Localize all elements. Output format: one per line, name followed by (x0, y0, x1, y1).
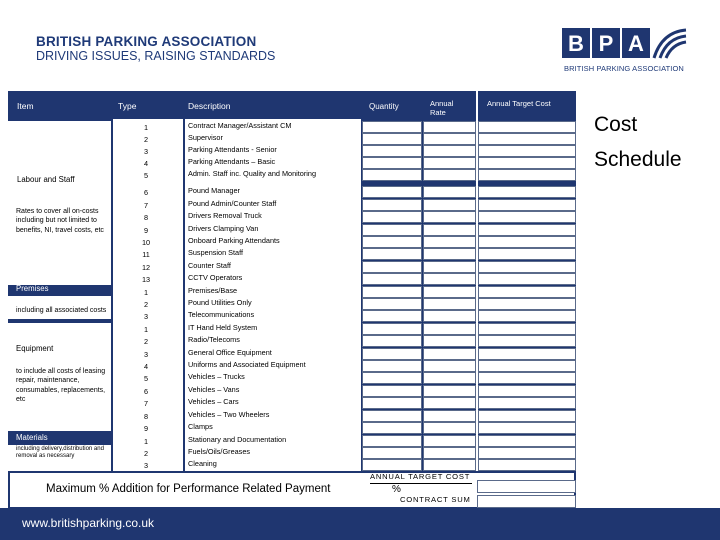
premises-note: including all associated costs (16, 307, 107, 314)
quantity-cell[interactable] (362, 211, 422, 223)
materials-note: including delivery,distribution and removal as necessary (16, 446, 104, 460)
row-type: 9 (143, 226, 149, 235)
row-description: Uniforms and Associated Equipment (188, 360, 306, 369)
row-description: Cleaning (188, 459, 217, 468)
quantity-cell[interactable] (362, 323, 422, 335)
annual-rate-cell[interactable] (423, 310, 476, 322)
quantity-cell[interactable] (362, 435, 422, 447)
premises-title: Premises (16, 284, 49, 293)
row-description: Vehicles – Vans (188, 385, 240, 394)
annual-target-cost-cell[interactable] (478, 145, 576, 157)
quantity-cell[interactable] (362, 248, 422, 260)
summary-fraction-line (370, 483, 472, 484)
annual-rate-cell[interactable] (423, 422, 476, 434)
footer-bar (0, 508, 720, 540)
header-description: Description (188, 101, 231, 111)
annual-rate-cell[interactable] (423, 121, 476, 133)
quantity-cell[interactable] (362, 310, 422, 322)
annual-rate-cell[interactable] (423, 360, 476, 372)
annual-rate-cell[interactable] (423, 248, 476, 260)
annual-target-cost-cell[interactable] (478, 310, 576, 322)
summary-numerator: ANNUAL TARGET COST (370, 472, 471, 481)
annual-rate-cell[interactable] (423, 169, 476, 181)
row-description: Telecommunications (188, 310, 255, 319)
annual-target-cost-cell[interactable] (478, 298, 576, 310)
quantity-cell[interactable] (362, 397, 422, 409)
equipment-title: Equipment (16, 344, 54, 353)
row-type: 9 (143, 424, 149, 433)
row-type: 3 (143, 350, 149, 359)
annual-target-cost-cell[interactable] (478, 397, 576, 409)
row-type: 1 (143, 325, 149, 334)
row-description: Drivers Removal Truck (188, 211, 262, 220)
annual-rate-cell[interactable] (423, 186, 476, 198)
annual-target-cost-cell[interactable] (478, 248, 576, 260)
side-title-cost: Cost (594, 113, 638, 136)
row-description: Supervisor (188, 133, 223, 142)
annual-target-cost-cell[interactable] (478, 348, 576, 360)
annual-target-cost-cell[interactable] (478, 335, 576, 347)
annual-target-cost-cell[interactable] (478, 372, 576, 384)
annual-rate-cell[interactable] (423, 224, 476, 236)
row-type: 3 (143, 147, 149, 156)
quantity-cell[interactable] (362, 273, 422, 285)
annual-target-cost-cell[interactable] (478, 186, 576, 198)
footer-url[interactable]: www.britishparking.co.uk (22, 516, 155, 530)
summary-value-cell-2[interactable] (477, 495, 576, 508)
row-type: 2 (143, 135, 149, 144)
annual-target-cost-cell[interactable] (478, 157, 576, 169)
annual-rate-cell[interactable] (423, 273, 476, 285)
row-type: 1 (143, 123, 149, 132)
quantity-cell[interactable] (362, 298, 422, 310)
row-type: 2 (143, 449, 149, 458)
annual-rate-cell[interactable] (423, 133, 476, 145)
row-type: 12 (141, 263, 151, 272)
row-type: 5 (143, 171, 149, 180)
row-description: Radio/Telecoms (188, 335, 240, 344)
annual-target-cost-cell[interactable] (478, 169, 576, 181)
annual-rate-cell[interactable] (423, 385, 476, 397)
quantity-cell[interactable] (362, 236, 422, 248)
annual-target-cost-cell[interactable] (478, 385, 576, 397)
row-description: Fuels/Oils/Greases (188, 447, 251, 456)
annual-rate-cell[interactable] (423, 157, 476, 169)
quantity-cell[interactable] (362, 422, 422, 434)
quantity-cell[interactable] (362, 145, 422, 157)
quantity-cell[interactable] (362, 186, 422, 198)
row-description: Contract Manager/Assistant CM (188, 121, 292, 130)
annual-target-cost-cell[interactable] (478, 273, 576, 285)
quantity-cell[interactable] (362, 133, 422, 145)
annual-target-cost-cell[interactable] (478, 224, 576, 236)
quantity-cell[interactable] (362, 286, 422, 298)
quantity-cell[interactable] (362, 169, 422, 181)
annual-rate-cell[interactable] (423, 435, 476, 447)
quantity-cell[interactable] (362, 385, 422, 397)
row-type: 4 (143, 159, 149, 168)
annual-target-cost-cell[interactable] (478, 323, 576, 335)
row-type: 7 (143, 399, 149, 408)
summary-denominator: CONTRACT SUM (400, 495, 471, 504)
quantity-cell[interactable] (362, 224, 422, 236)
tagline: DRIVING ISSUES, RAISING STANDARDS (36, 49, 276, 63)
org-name: BRITISH PARKING ASSOCIATION (36, 34, 257, 49)
row-type: 2 (143, 337, 149, 346)
row-description: Admin. Staff inc. Quality and Monitoring (188, 169, 317, 178)
row-type: 8 (143, 213, 149, 222)
annual-rate-cell[interactable] (423, 236, 476, 248)
row-type: 4 (143, 362, 149, 371)
annual-rate-cell[interactable] (423, 348, 476, 360)
row-type: 8 (143, 412, 149, 421)
annual-target-cost-cell[interactable] (478, 211, 576, 223)
annual-rate-cell[interactable] (423, 459, 476, 471)
annual-target-cost-cell[interactable] (478, 422, 576, 434)
header-annual-target-cost: Annual Target Cost (487, 99, 551, 108)
row-type: 3 (143, 312, 149, 321)
row-description: Vehicles – Trucks (188, 372, 245, 381)
annual-target-cost-cell[interactable] (478, 133, 576, 145)
quantity-cell[interactable] (362, 410, 422, 422)
annual-rate-cell[interactable] (423, 323, 476, 335)
annual-rate-cell[interactable] (423, 211, 476, 223)
row-description: Pound Manager (188, 186, 240, 195)
logo-letter-a: A (628, 31, 644, 56)
materials-title: Materials (16, 433, 48, 442)
row-type: 11 (142, 250, 150, 259)
annual-target-cost-cell[interactable] (478, 360, 576, 372)
annual-rate-cell[interactable] (423, 372, 476, 384)
row-description: Clamps (188, 422, 213, 431)
side-title-schedule: Schedule (594, 148, 682, 171)
summary-value-cell-1[interactable] (477, 480, 576, 493)
annual-target-cost-cell[interactable] (478, 435, 576, 447)
annual-rate-cell[interactable] (423, 261, 476, 273)
equipment-note: to include all costs of leasing repair, maintenance, consumables, replacements, etc (16, 368, 106, 404)
logo-subtitle: BRITISH PARKING ASSOCIATION (564, 64, 684, 73)
annual-rate-cell[interactable] (423, 199, 476, 211)
annual-rate-cell[interactable] (423, 397, 476, 409)
header-annual-rate: Annual Rate (430, 99, 454, 118)
header-item: Item (17, 101, 34, 111)
quantity-cell[interactable] (362, 121, 422, 133)
annual-target-cost-cell[interactable] (478, 286, 576, 298)
annual-rate-cell[interactable] (423, 298, 476, 310)
row-type: 10 (141, 238, 151, 247)
annual-target-cost-cell[interactable] (478, 236, 576, 248)
group-labour (8, 121, 111, 285)
row-description: CCTV Operators (188, 273, 243, 282)
row-type: 1 (143, 437, 149, 446)
row-type: 6 (143, 188, 149, 197)
summary-label: Maximum % Addition for Performance Related Payment (46, 483, 331, 495)
row-description: IT Hand Held System (188, 323, 258, 332)
header-quantity: Quantity (369, 102, 399, 111)
annual-rate-cell[interactable] (423, 335, 476, 347)
quantity-cell[interactable] (362, 335, 422, 347)
row-description: Parking Attendants - Senior (188, 145, 277, 154)
annual-rate-cell[interactable] (423, 145, 476, 157)
row-description: Parking Attendants – Basic (188, 157, 276, 166)
annual-target-cost-cell[interactable] (478, 261, 576, 273)
header-type: Type (118, 101, 137, 111)
row-description: Vehicles – Two Wheelers (188, 410, 270, 419)
annual-rate-cell[interactable] (423, 286, 476, 298)
row-type: 3 (143, 461, 149, 470)
annual-target-cost-cell[interactable] (478, 447, 576, 459)
quantity-cell[interactable] (362, 360, 422, 372)
row-type: 1 (143, 288, 149, 297)
summary-percent: % (392, 484, 401, 495)
logo-letter-b: B (568, 31, 584, 56)
annual-target-cost-cell[interactable] (478, 121, 576, 133)
logo-letter-p: P (598, 31, 614, 56)
row-description: Pound Admin/Counter Staff (188, 199, 277, 208)
quantity-cell[interactable] (362, 261, 422, 273)
annual-rate-cell[interactable] (423, 410, 476, 422)
quantity-cell[interactable] (362, 199, 422, 211)
row-description: Pound Utilities Only (188, 298, 252, 307)
annual-rate-cell[interactable] (423, 447, 476, 459)
row-description: Drivers Clamping Van (188, 224, 259, 233)
annual-target-cost-cell[interactable] (478, 199, 576, 211)
row-description: Stationary and Documentation (188, 435, 287, 444)
annual-target-cost-cell[interactable] (478, 459, 576, 471)
row-type: 5 (143, 374, 149, 383)
quantity-cell[interactable] (362, 372, 422, 384)
row-description: Counter Staff (188, 261, 231, 270)
row-description: General Office Equipment (188, 348, 272, 357)
annual-target-cost-cell[interactable] (478, 410, 576, 422)
row-type: 2 (143, 300, 149, 309)
row-type: 6 (143, 387, 149, 396)
row-description: Onboard Parking Attendants (188, 236, 280, 245)
quantity-cell[interactable] (362, 157, 422, 169)
quantity-cell[interactable] (362, 348, 422, 360)
row-description: Premises/Base (188, 286, 238, 295)
row-type: 7 (143, 201, 149, 210)
row-type: 13 (141, 275, 151, 284)
labour-title: Labour and Staff (17, 175, 75, 184)
labour-note: Rates to cover all on-costs including but not limited to benefits, NI, travel costs, etc (16, 208, 104, 234)
row-description: Vehicles – Cars (188, 397, 239, 406)
row-description: Suspension Staff (188, 248, 244, 257)
quantity-cell[interactable] (362, 459, 422, 471)
quantity-cell[interactable] (362, 447, 422, 459)
